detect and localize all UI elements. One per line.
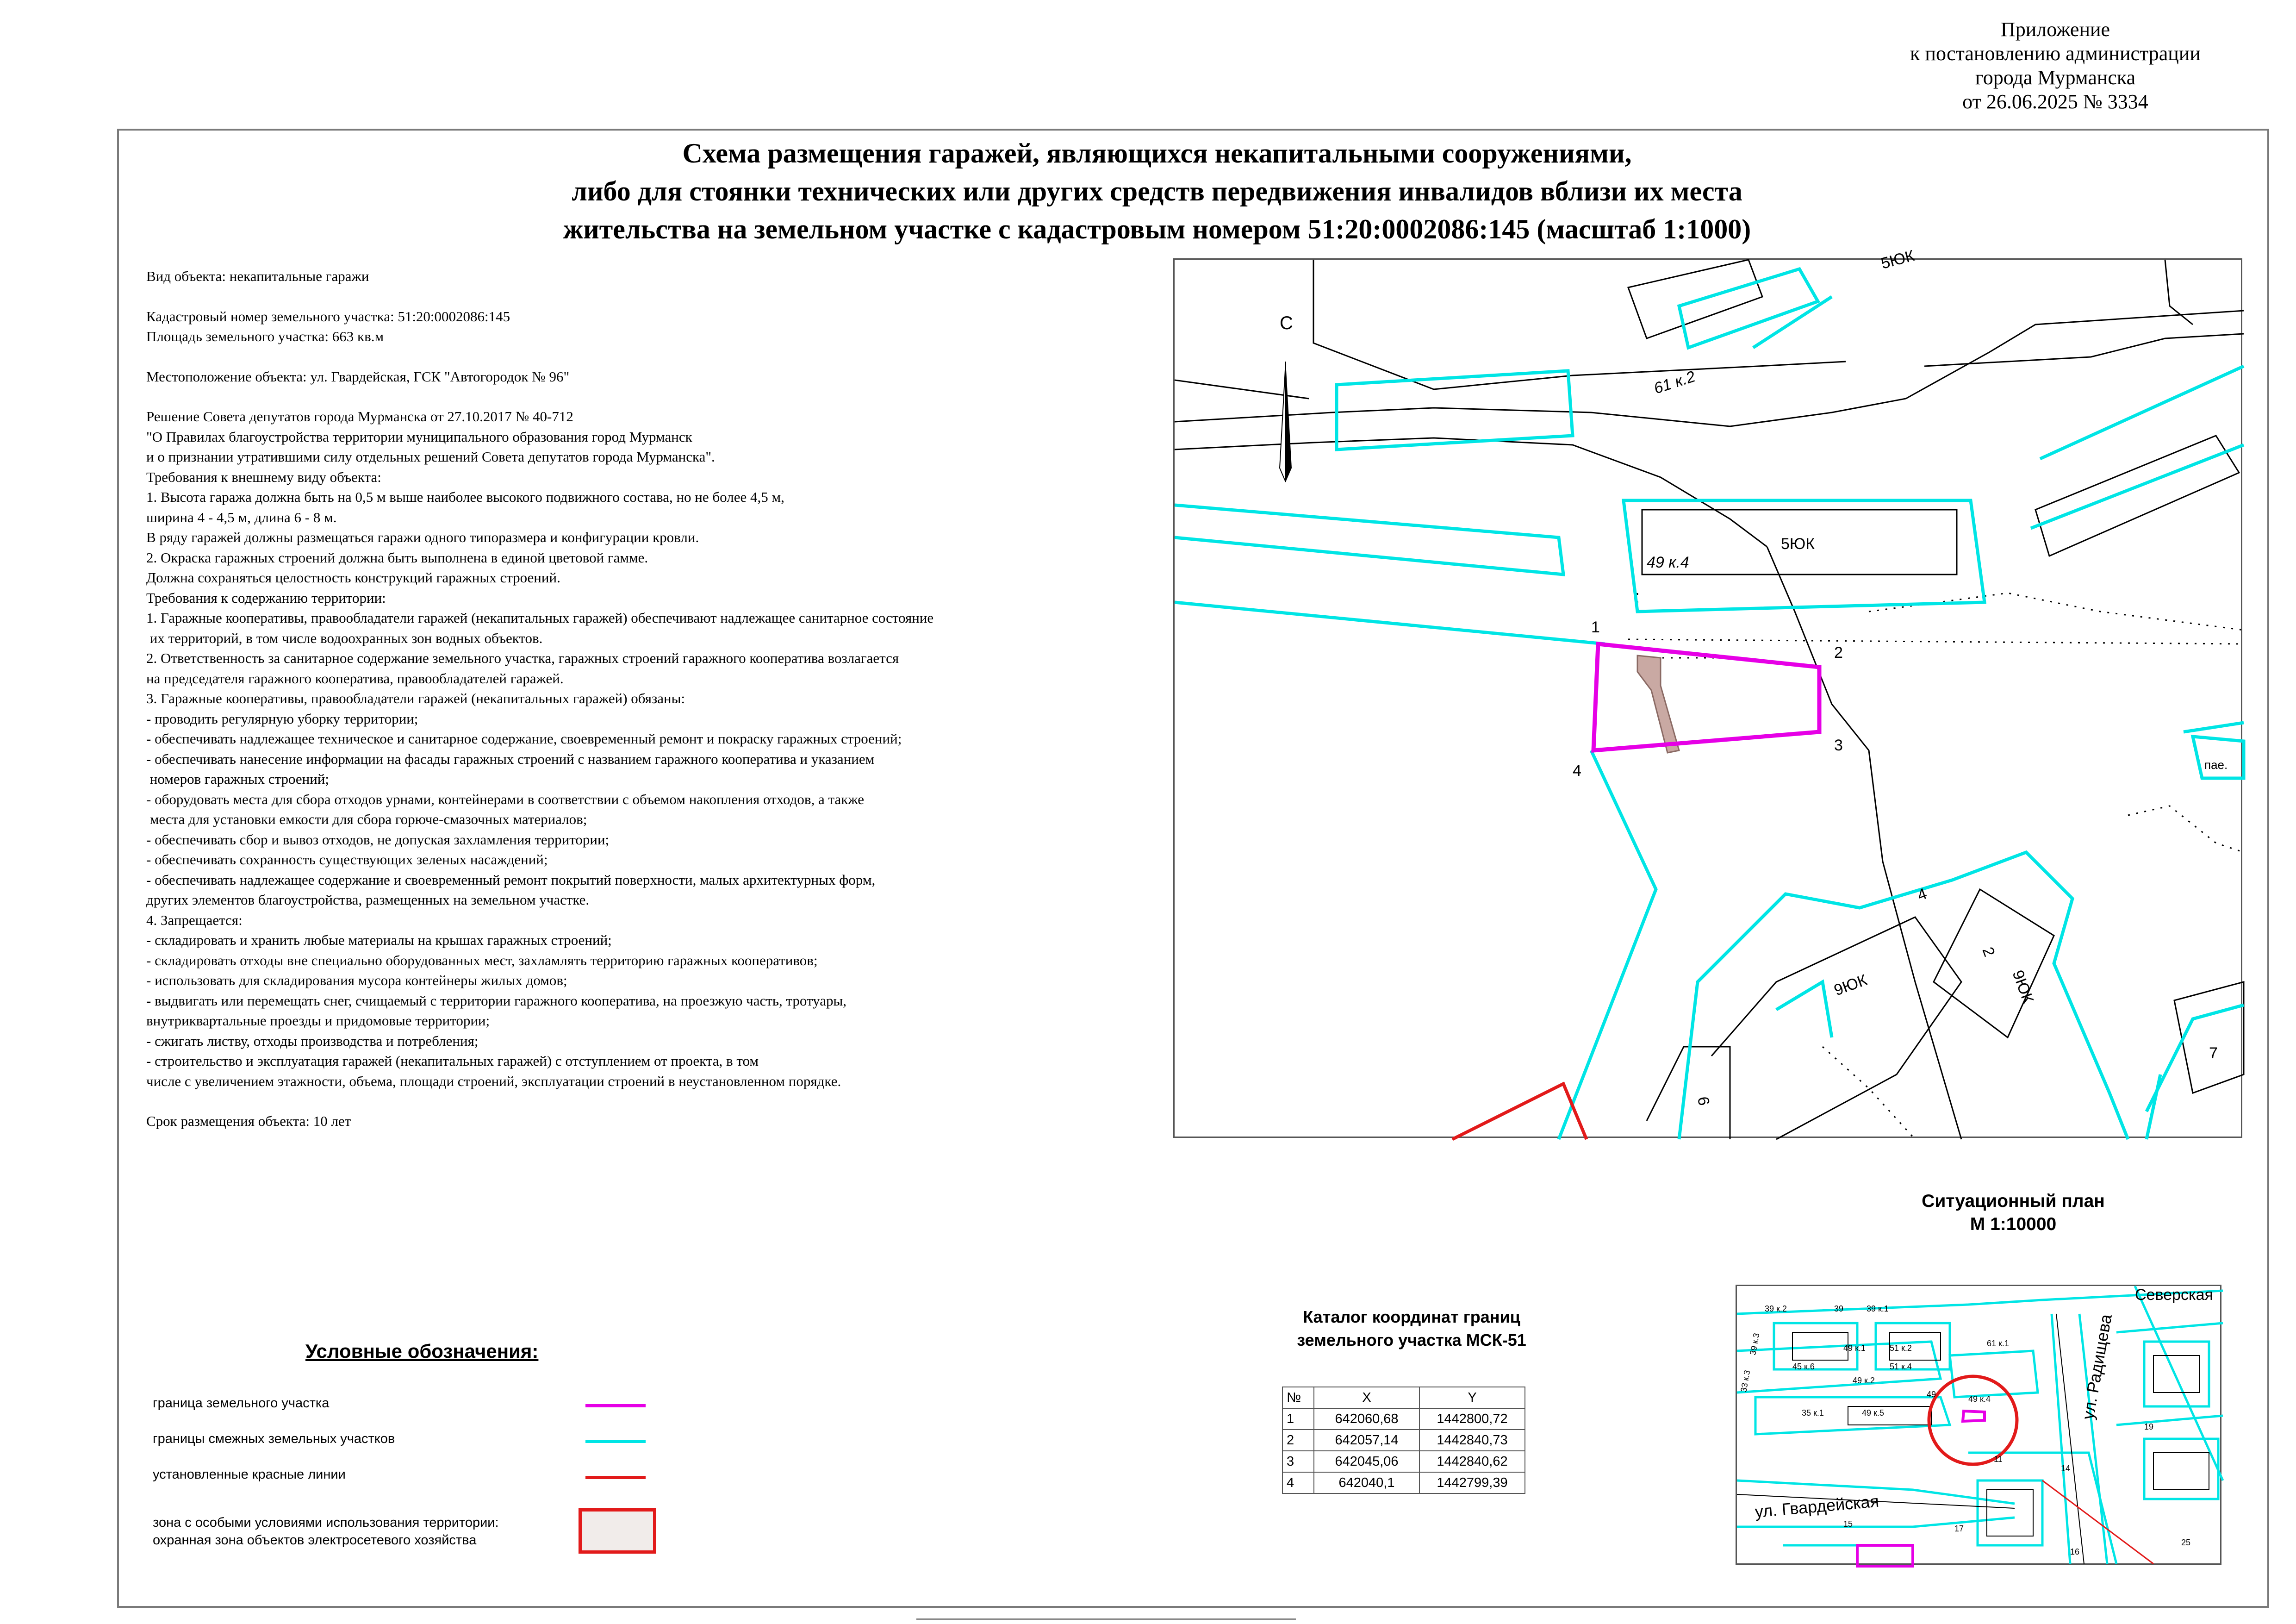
object-type: Вид объекта: некапитальные гаражи [146, 268, 369, 284]
situation-label: 11 [1994, 1455, 2003, 1464]
requirement-line: номеров гаражных строений; [146, 771, 330, 787]
table-row [1282, 1408, 1525, 1430]
legend-label-adjacent: границы смежных земельных участков [153, 1431, 395, 1446]
situation-label: 49 [1927, 1390, 1936, 1399]
legend-swatch-zone [579, 1508, 656, 1554]
object-location: Местоположение объекта: ул. Гвардейская, ГСК "Автогородок № 96" [146, 368, 570, 385]
table-cell: 1 [1282, 1408, 1314, 1430]
situation-label: 16 [2070, 1547, 2080, 1556]
requirement-line: - складировать отходы вне специально оборудованных мест, захламлять территорию гаражных кооперативов; [146, 952, 818, 968]
legend-label-parcel: граница земельного участка [153, 1396, 330, 1411]
main-map [1173, 247, 2242, 1138]
situation-label: 51 к.4 [1890, 1362, 1912, 1371]
requirement-line: места для установки емкости для сбора горюче-смазочных материалов; [146, 811, 587, 827]
building-label-5yuk: 5ЮК [1781, 535, 1815, 553]
situation-label: 14 [2061, 1464, 2071, 1473]
building-number-2: 2 [1979, 944, 1998, 959]
legend-label-red-lines: установленные красные линии [153, 1467, 346, 1482]
point-label-4: 4 [1573, 762, 1581, 780]
north-label: С [1280, 313, 1293, 333]
situation-label: 49 к.2 [1853, 1376, 1875, 1385]
situation-label: 39 к.3 [1748, 1332, 1761, 1356]
building-label-pae: пае. [2204, 758, 2228, 772]
building-label-61k2: 61 к.2 [1651, 368, 1698, 398]
north-arrow-icon [1280, 362, 1292, 482]
street-radishcheva: ул. Радищева [2078, 1312, 2116, 1421]
parcel-boundary [1593, 644, 1819, 750]
situation-label: 39 к.1 [1867, 1304, 1889, 1313]
table-cell: 642057,14 [1314, 1430, 1419, 1451]
requirement-line: - сжигать листву, отходы производства и потребления; [146, 1032, 479, 1049]
legend-title: Условные обозначения: [305, 1340, 539, 1362]
requirement-line: 3. Гаражные кооперативы, правообладатели гаражей (некапитальных гаражей) обязаны: [146, 690, 685, 706]
appendix-line: города Мурманска [1975, 66, 2136, 89]
appendix-line: Приложение [2000, 18, 2110, 41]
legend-zone-line: зона с особыми условиями использования территории: [153, 1515, 499, 1530]
street-partial: Северская [2135, 1286, 2213, 1304]
requirement-line: Должна сохраняться целостность конструкций гаражных строений. [146, 569, 560, 586]
appendix-line: к постановлению администрации [1910, 42, 2201, 65]
legend-swatch-parcel [585, 1404, 646, 1407]
table-row [1282, 1472, 1525, 1493]
requirement-line: - обеспечивать нанесение информации на фасады гаражных строений с названием гаражного кооператива и указанием [146, 750, 875, 767]
situation-plan-drawing [1737, 1286, 2223, 1566]
requirement-line: - оборудовать места для сбора отходов урнами, контейнерами в соответствии с объемом накопления отходов, а также [146, 791, 865, 807]
requirement-line: - проводить регулярную уборку территории; [146, 710, 418, 727]
situation-label: 49 к.1 [1843, 1343, 1866, 1353]
requirement-line: Решение Совета депутатов города Мурманска от 27.10.2017 № 40-712 [146, 408, 573, 425]
requirement-line: - обеспечивать сохранность существующих зеленых насаждений; [146, 851, 548, 868]
situation-label: 39 к.2 [1765, 1304, 1787, 1313]
situation-label: 17 [1954, 1524, 1964, 1533]
bottom-rule [916, 1618, 1296, 1620]
building-number-6: 6 [1694, 1095, 1713, 1107]
main-map-drawing [1175, 247, 2244, 1139]
requirement-line: других элементов благоустройства, размещенных на земельном участке. [146, 892, 590, 908]
requirement-line: - обеспечивать надлежащее содержание и своевременный ремонт покрытий поверхности, малых архитектурных форм, [146, 871, 876, 888]
situation-label: 25 [2181, 1538, 2191, 1547]
requirement-line: 2. Окраска гаражных строений должна быть выполнена в единой цветовой гамме. [146, 549, 648, 566]
title-line: либо для стоянки технических или других средств передвижения инвалидов вблизи их места [572, 176, 1742, 206]
requirement-line: "О Правилах благоустройства территории муниципального образования город Мурманск [146, 428, 692, 445]
legend-swatch-red-lines [585, 1476, 646, 1479]
table-cell: 4 [1282, 1472, 1314, 1493]
coordinates-table [1282, 1387, 1525, 1494]
table-cell: 3 [1282, 1451, 1314, 1472]
situation-plan-map [1736, 1285, 2221, 1565]
table-row [1282, 1430, 1525, 1451]
situation-label: 51 к.2 [1890, 1343, 1912, 1353]
requirement-line: Требования к внешнему виду объекта: [146, 468, 381, 485]
object-description [146, 266, 1141, 1131]
requirement-line: - складировать и хранить любые материалы на крышах гаражных строений; [146, 932, 612, 948]
point-label-1: 1 [1591, 618, 1600, 636]
building-number-4: 4 [1915, 885, 1929, 905]
appendix-line: от 26.06.2025 № 3334 [1962, 90, 2148, 113]
requirement-line: и о признании утратившими силу отдельных решений Совета депутатов города Мурманска". [146, 449, 715, 465]
point-label-3: 3 [1834, 737, 1843, 754]
situation-scale: М 1:10000 [1970, 1214, 2057, 1234]
title-line: жительства на земельном участке с кадастровым номером 51:20:0002086:145 (масштаб 1:1000) [563, 214, 1751, 244]
situation-plan-title [1805, 1190, 2221, 1236]
situation-label: 19 [2144, 1422, 2154, 1431]
column-header: X [1314, 1387, 1419, 1408]
situation-label: 35 к.1 [1802, 1408, 1824, 1418]
scheme-title [324, 134, 1990, 248]
title-line: Схема размещения гаражей, являющихся некапитальными сооружениями, [682, 138, 1632, 169]
requirement-line: - использовать для складирования мусора контейнеры жилых домов; [146, 972, 567, 988]
requirement-line: - строительство и эксплуатация гаражей (некапитальных гаражей) с отступлением от проекта, в том [146, 1053, 759, 1069]
situation-label: 45 к.6 [1792, 1362, 1815, 1371]
legend-swatch-adjacent [585, 1440, 646, 1443]
requirement-line: на председателя гаражного кооператива, правообладателей гаражей. [146, 670, 564, 687]
requirement-line: - выдвигать или перемещать снег, счищаемый с территории гаражного кооператива, на проезжую часть, тротуары, [146, 992, 847, 1009]
requirement-line: 2. Ответственность за санитарное содержание земельного участка, гаражных строений гаражного кооператива возлагается [146, 650, 899, 666]
building-label-49k4: 49 к.4 [1647, 554, 1689, 571]
situation-label: 33 к.3 [1739, 1369, 1752, 1393]
table-cell: 1442800,72 [1419, 1408, 1525, 1430]
requirement-line: В ряду гаражей должны размещаться гаражи одного типоразмера и конфигурации кровли. [146, 529, 699, 545]
table-row [1282, 1451, 1525, 1472]
protection-zone [1637, 656, 1679, 753]
building-label-9yuk: 9ЮК [1831, 971, 1870, 999]
table-header-row [1282, 1387, 1525, 1408]
placement-term: Срок размещения объекта: 10 лет [146, 1113, 351, 1129]
column-header: Y [1419, 1387, 1525, 1408]
column-header: № [1282, 1387, 1314, 1408]
building-number-7: 7 [2209, 1044, 2218, 1062]
requirement-line: числе с увеличением этажности, объема, площади строений, эксплуатации строений в неустановленном порядке. [146, 1073, 841, 1089]
table-cell: 1442799,39 [1419, 1472, 1525, 1493]
table-cell: 2 [1282, 1430, 1314, 1451]
table-cell: 642040,1 [1314, 1472, 1419, 1493]
catalog-title [1250, 1305, 1574, 1352]
street-gvardeyskaya: ул. Гвардейская [1754, 1491, 1880, 1521]
requirement-line: внутриквартальные проезды и придомовые территории; [146, 1012, 490, 1029]
table-cell: 1442840,62 [1419, 1451, 1525, 1472]
requirement-line: 1. Гаражные кооперативы, правообладатели гаражей (некапитальных гаражей) обеспечивают надлежащее санитарное состояние [146, 610, 934, 626]
legend-label-zone [153, 1514, 499, 1549]
building-label-5yuk-top: 5ЮК [1879, 247, 1916, 273]
catalog-title-line: земельного участка МСК-51 [1297, 1330, 1526, 1349]
situation-label: 61 к.1 [1987, 1339, 2009, 1348]
table-cell: 642045,06 [1314, 1451, 1419, 1472]
catalog-title-line: Каталог координат границ [1303, 1307, 1520, 1326]
parcel-marker-other [1857, 1545, 1913, 1566]
requirement-line: - обеспечивать надлежащее техническое и санитарное содержание, своевременный ремонт и покраску гаражных строений; [146, 731, 902, 747]
requirement-line: их территорий, в том числе водоохранных зон водных объектов. [146, 630, 543, 646]
cadastral-number: Кадастровый номер земельного участка: 51:20:0002086:145 [146, 308, 510, 325]
requirement-line: 4. Запрещается: [146, 912, 243, 928]
requirement-line: 1. Высота гаража должна быть на 0,5 м выше наиболее высокого подвижного состава, но не более 4,5 м, [146, 489, 784, 505]
table-cell: 642060,68 [1314, 1408, 1419, 1430]
requirements-text [146, 406, 1141, 1091]
situation-label: 49 к.4 [1968, 1394, 1991, 1404]
legend-zone-line: охранная зона объектов электросетевого хозяйства [153, 1533, 477, 1548]
appendix-header [1847, 18, 2264, 114]
situation-label: 49 к.5 [1862, 1408, 1884, 1418]
situation-label: 39 [1834, 1304, 1844, 1313]
situation-title-line: Ситуационный план [1922, 1191, 2105, 1211]
parcel-area: Площадь земельного участка: 663 кв.м [146, 328, 384, 344]
point-label-2: 2 [1834, 644, 1843, 662]
requirement-line: ширина 4 - 4,5 м, длина 6 - 8 м. [146, 509, 337, 525]
parcel-marker [1963, 1411, 1985, 1421]
situation-label: 15 [1843, 1519, 1853, 1529]
requirement-line: Требования к содержанию территории: [146, 589, 386, 606]
table-cell: 1442840,73 [1419, 1430, 1525, 1451]
building-label-9yuk-small: 9ЮК [2009, 968, 2037, 1006]
requirement-line: - обеспечивать сбор и вывоз отходов, не допуская захламления территории; [146, 831, 610, 848]
